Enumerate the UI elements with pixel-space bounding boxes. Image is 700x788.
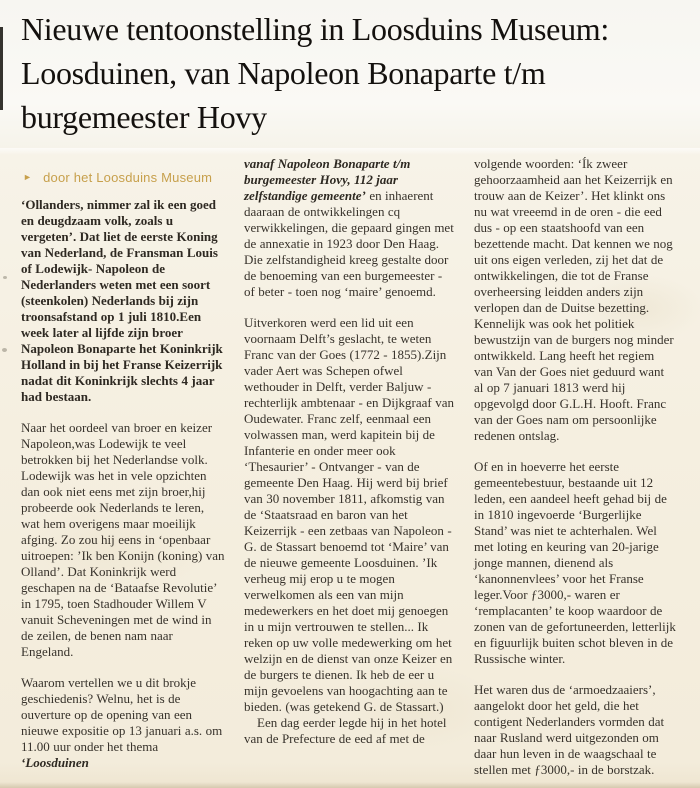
scan-edge-mark	[0, 27, 3, 110]
article-header	[0, 0, 700, 148]
article-title	[21, 7, 700, 139]
article-title-line-2: Loosduinen, van Napoleon Bonaparte t/m	[21, 55, 546, 91]
text-segment: vanaf Napoleon Bonaparte t/m burgemeester Hovy, 112 jaar zelfstandige gemeente’	[244, 156, 411, 203]
text-segment: en inhaerent daaraan de ontwikkelingen cq verwikkelingen, die gepaard gingen met de annexatie in 1923 door Den Haag. Die zelfstandigheid kreeg gestalte door de benoeming van een burgemeester - of beter - toen nog ‘maire’ genoemd.	[244, 188, 454, 299]
article-column-3	[474, 156, 676, 778]
paragraph	[244, 715, 456, 747]
paper-speck	[3, 276, 7, 279]
article-column-2	[244, 156, 456, 778]
paragraph	[244, 156, 456, 300]
paragraph	[21, 420, 226, 660]
text-segment: Waarom vertellen we u dit brokje geschiedenis? Welnu, het is de ouverture op de opening van een nieuwe expositie op 13 januari a.s. om 11.00 uur onder het thema	[21, 675, 223, 754]
text-segment: Het waren dus de ‘armoedzaaiers’, aangelokt door het geld, die het contigent Nederlanders vormden dat naar Rusland werd uitgezonden om daar hun leven in de waagschaal te stellen met ƒ3000,- in de borstzak.	[474, 682, 665, 777]
paragraph	[474, 682, 676, 778]
text-segment: Naar het oordeel van broer en keizer Napoleon,was Lodewijk te veel betrokken bij het Nederlandse volk. Lodewijk was het in vele opzichten dan ook niet eens met zijn broer,hij probeerde ook Nederlands te leren, wat hem overigens maar moeilijk afging. Zo zou hij eens in ‘openbaar uitroepen: ’Ik ben Konijn (koning) van Olland’. Dat Koninkrijk werd geschapen na de ‘Bataafse Revolutie’ in 1795, toen Stadhouder Willem V vanuit Scheveningen met de wind in de zeilen, de benen nam naar Engeland.	[21, 420, 225, 659]
paragraph	[21, 675, 226, 771]
article-title-line-1: Nieuwe tentoonstelling in Loosduins Museum:	[21, 11, 609, 47]
article-columns	[21, 154, 680, 778]
text-segment: ‘Loosduinen	[21, 755, 89, 770]
paragraph	[474, 459, 676, 667]
text-segment: Een dag eerder legde hij in het hotel van de Prefecture de eed af met de	[244, 715, 447, 746]
text-segment: ‘Ollanders, nimmer zal ik een goed en deugdzaam volk, zoals u vergeten’. Dat liet de eerste Koning van Nederland, de Fransman Louis of Lodewijk- Napoleon de Nederlanders weten met een soort (steenkolen) Nederlands bij zijn troonsafstand op 1 juli 1810.Een week later al lijfde zijn broer Napoleon Bonaparte het Koninkrijk Holland in bij het Franse Keizerrijk nadat dit Koninkrijk slechts 4 jaar had bestaan.	[21, 197, 223, 404]
paragraph	[21, 197, 226, 405]
article-body	[0, 148, 700, 788]
article-column-1	[21, 156, 226, 778]
text-segment: Of en in hoeverre het eerste gemeentebestuur, bestaande uit 12 leden, een aandeel heeft gehad bij de in 1810 ingevoerde ‘Burgerlijke Stand’ was niet te achterhalen. Wel met loting en keuring van 20-jarige jonge mannen, dienend als ‘kanonnenvlees’ voor het Franse leger.Voor ƒ3000,- waren er ‘remplacanten’ te koop waardoor de zonen van de gefortuneerden, letterlijk en figuurlijk buiten schot bleven in de Russische winter.	[474, 459, 676, 666]
byline-arrow-icon: ►	[23, 172, 33, 182]
text-segment: Uitverkoren werd een lid uit een voornaam Delft’s geslacht, te weten Franc van der Goes (1772 - 1855).Zijn vader Aert was Schepen ofwel wethouder in Delft, verder Baljuw - rechterlijk ambtenaar - en Dijkgraaf van Oudewater. Franc zelf, eenmaal een volwassen man, werd kapitein bij de Infanterie en onder meer ook ‘Thesaurier’ - Ontvanger - van de gemeente Den Haag. Hij werd bij brief van 30 november 1811, afkomstig van de ‘Staatsraad en baron van het Keizerrijk - een zetbaas van Napoleon - G. de Stassart benoemd tot ‘Maire’ van de nieuwe gemeente Loosduinen. ’Ik verheug mij erop u te mogen verwelkomen als een van mijn medewerkers en het doet mij genoegen in u mijn vertrouwen te stellen... Ik reken op uw volle medewerking om het welzijn en de dienst van onze Keizer en de burgers te dienen. Ik heb de eer u mijn gevoelens van hoogachting aan te bieden. (was getekend G. de Stassart.)	[244, 315, 454, 714]
text-segment: volgende woorden: ‘Ík zweer gehoorzaamheid aan het Keizerrijk en trouw aan de Keizer’. Het klinkt ons nu wat vreeemd in de oren - die eed dus - op een staatshoofd van een bezettende macht. Dat kennen we nog uit ons eigen verleden, zij het dat de ontwikkelingen, die tot de Franse overheersing leidden anders zijn verlopen dan de Duitse bezetting. Kennelijk was ook het politiek bewustzijn van de burgers nog minder ontwikkeld. Lang heeft het regiem van Van der Goes niet geduurd want al op 7 januari 1813 werd hij opgevolgd door G.L.H. Hooft. Franc van der Goes nam om persoonlijke redenen ontslag.	[474, 156, 674, 443]
paragraph	[244, 315, 456, 715]
paragraph	[474, 156, 676, 444]
article-title-line-3: burgemeester Hovy	[21, 99, 267, 135]
byline	[23, 170, 226, 185]
byline-text: door het Loosduins Museum	[43, 170, 213, 185]
paper-speck	[2, 348, 7, 352]
